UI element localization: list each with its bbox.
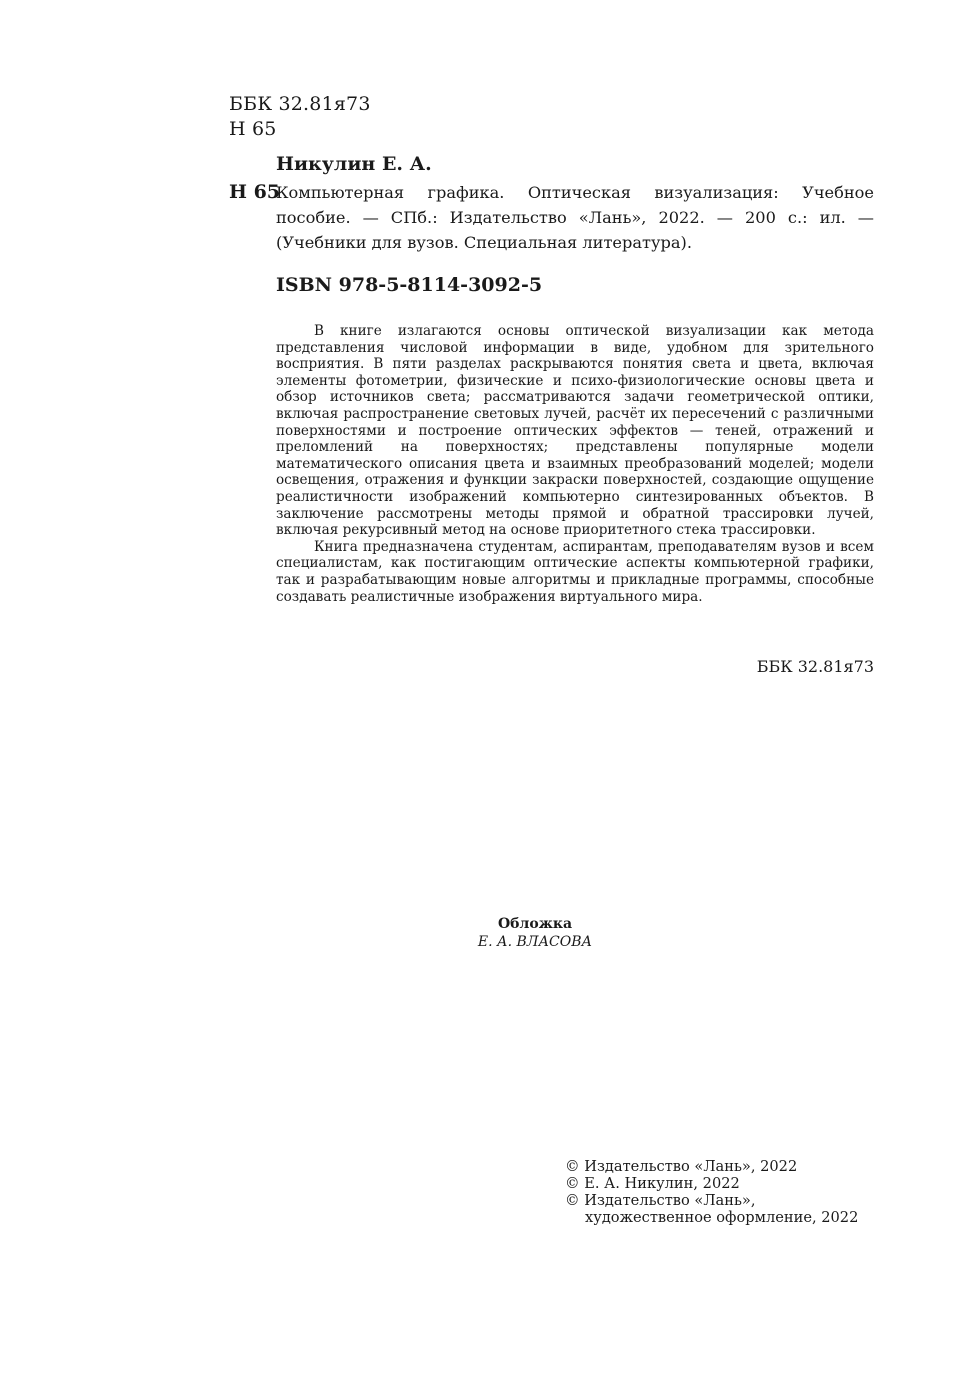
copyright-line: художественное оформление, 2022 xyxy=(585,1209,859,1226)
abstract-paragraph: В книге излагаются основы оптической визуализации как метода представления числовой информации в виде, удобном для зрительного восприятия. В пяти разделах раскрываются понятия света и цвета, включая элементы фотометрии, физические и психо-физиологические основы цвета и обзор источников света; рассматриваются задачи геометрической оптики, включая распространение световых лучей, расчёт их пересечений с различными поверхностями и построение оптических эффектов — теней, отражений и преломлений на поверхностях; представлены популярные модели математического описания цвета и взаимных преобразований моделей; модели освещения, отражения и функции закраски поверхностей, создающие ощущение реалистичности изображений компьютерно синтезированных объектов. В заключение рассмотрены методы прямой и обратной трассировки лучей, включая рекурсивный метод на основе приоритетного стека трассировки. xyxy=(276,323,874,539)
copyright-line: © Издательство «Лань», xyxy=(565,1192,756,1209)
cover-credit xyxy=(400,915,670,951)
bbk-index-block xyxy=(229,92,371,142)
bibliographic-description: Компьютерная графика. Оптическая визуализация: Учебное пособие. — СПб.: Издательство «Лань», 2022. — 200 с.: ил. — (Учебники для вузов. Специальная литература). xyxy=(276,183,874,252)
author-name: Никулин Е. А. xyxy=(276,153,432,175)
cover-credit-title: Обложка xyxy=(497,916,573,932)
abstract-paragraph: Книга предназначена студентам, аспирантам, преподавателям вузов и всем специалистам, как постигающим оптические аспекты компьютерной графики, так и разрабатывающим новые алгоритмы и прикладные программы, способные создавать реалистичные изображения виртуального мира. xyxy=(276,538,874,605)
copyright-line: © Е. А. Никулин, 2022 xyxy=(565,1175,740,1192)
author-mark: Н 65 xyxy=(229,118,277,140)
author-mark-side: Н 65 xyxy=(229,181,281,203)
isbn: ISBN 978-5-8114-3092-5 xyxy=(276,274,543,296)
bbk-code: ББК 32.81я73 xyxy=(229,93,371,115)
cover-credit-name: Е. А. ВЛАСОВА xyxy=(477,934,593,950)
copyright-line: © Издательство «Лань», 2022 xyxy=(565,1158,798,1175)
abstract xyxy=(276,323,874,605)
bbk-code-bottom: ББК 32.81я73 xyxy=(756,657,874,676)
copyright-block xyxy=(565,1158,858,1226)
